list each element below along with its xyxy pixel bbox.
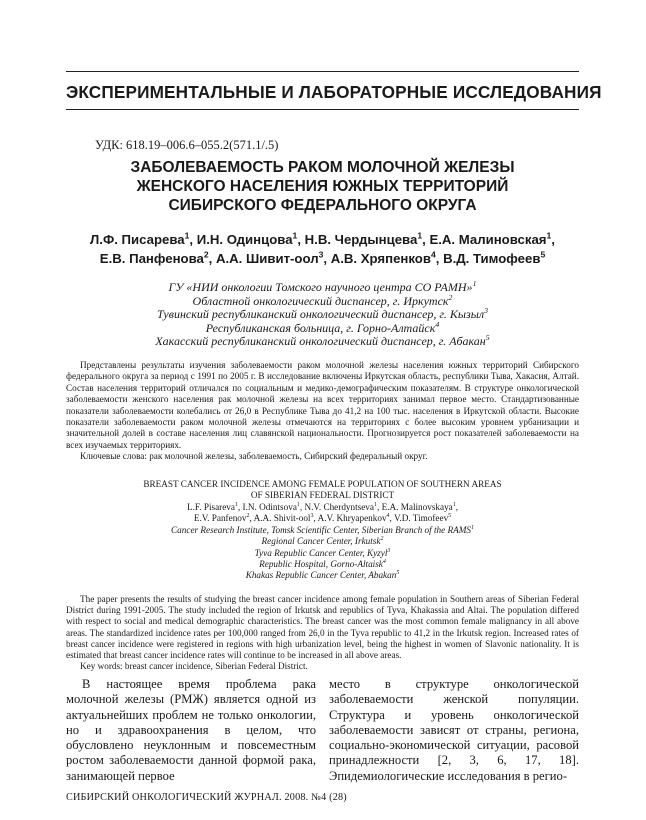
affiliations-ru bbox=[66, 281, 579, 349]
author-name: A.V. Khryapenkov bbox=[317, 513, 387, 523]
body-column-left bbox=[66, 677, 316, 784]
author-affil-mark: 1 bbox=[296, 501, 300, 508]
affiliations-en bbox=[66, 525, 579, 581]
author-name: E.A. Malinovskaya bbox=[381, 502, 453, 512]
affiliation: Республиканская больница, г. Горно-Алтайск$^4$ bbox=[205, 319, 440, 335]
author-affil-mark: 3 bbox=[318, 249, 324, 260]
author-affil-mark: 1 bbox=[292, 230, 298, 241]
affiliation: Regional Cancer Center, Irkutsk$^2$ bbox=[261, 536, 384, 547]
author-name: A.A. Shivit-ool bbox=[253, 513, 311, 523]
english-title bbox=[66, 479, 579, 501]
authors-line: Е.В. Панфенова$^2$, А.А. Шивит-оол$^3$, А.В. Хряпенков$^4$, В.Д. Тимофеев$^5$ bbox=[99, 249, 546, 266]
author-affil-mark: 2 bbox=[246, 512, 250, 519]
affiliation: Khakas Republic Cancer Center, Abakan$^5$ bbox=[245, 570, 400, 581]
keywords-en: Key words: breast cancer incidence, Siberian Federal District. bbox=[80, 661, 308, 672]
udc-code: УДК: 618.19–006.6–055.2(571.1/.5) bbox=[95, 138, 279, 152]
author-name: Е.В. Панфенова bbox=[99, 251, 204, 266]
author-affil-mark: 4 bbox=[386, 512, 390, 519]
abstract-en-text: The paper presents the results of studying the breast cancer incidence among female population in Southern areas of Siberian Federal District during 1991-2005. The study included the region of Irkutsk and republics of Tyva, Khakassia and Altai. The population differed with respect to social and medical demographic characteristics. The breast cancer was the most common female malignancy in all above areas. The standardized incidence rates per 100,000 ranged from 26,0 in the Tyva republic to 41,2 in the Irkutsk region. Increased rates of breast cancer incidence were registered in regions with high urbanization level, being the highest in women of Slavonic nationality. It is estimated that breast cancer incidence rates will continue to be increased in all above areas. bbox=[66, 594, 579, 661]
journal-footer: СИБИРСКИЙ ОНКОЛОГИЧЕСКИЙ ЖУРНАЛ. 2008. №4 (28) bbox=[66, 792, 347, 803]
abstract-ru bbox=[66, 360, 579, 463]
author-name: В.Д. Тимофеев bbox=[443, 251, 541, 266]
author-affil-mark: 5 bbox=[540, 249, 546, 260]
author-name: N.V. Cherdyntseva bbox=[304, 502, 374, 512]
body-paragraph: место в структуре онкологической заболеваемости женской популяции. Структура и уровень онкологической заболеваемости зависят от страны, региона, социально-экономической ситуации, расовой принадлежности [2, 3, 6, 17, 18]. Эпидемиологические исследования в регио- bbox=[329, 677, 579, 783]
author-name: E.V. Panfenov bbox=[193, 513, 247, 523]
author-affil-mark: 1 bbox=[452, 501, 456, 508]
author-name: Л.Ф. Писарева bbox=[90, 232, 185, 247]
affiliation: Cancer Research Institute, Tomsk Scientific Center, Siberian Branch of the RAMS$^1$ bbox=[171, 524, 474, 535]
affiliation: Tyva Republic Cancer Center, Kyzyl$^3$ bbox=[254, 547, 391, 558]
affiliation: Republic Hospital, Gorno-Altaisk$^4$ bbox=[259, 558, 386, 569]
body-paragraph: В настоящее время проблема рака молочной железы (РМЖ) является одной из актуальнейших проблем не только онкологии, но и здравоохранения в целом, что обусловлено неуклонным и повсеместным ростом заболеваемости данной формой рака, занимающей первое bbox=[66, 677, 316, 783]
author-name: L.F. Pisareva bbox=[186, 502, 235, 512]
keywords-ru: Ключевые слова: рак молочной железы, заболеваемость, Сибирский федеральный округ. bbox=[80, 451, 428, 462]
author-name: V.D. Timofeev bbox=[393, 513, 449, 523]
author-affil-mark: 1 bbox=[546, 230, 552, 241]
author-affil-mark: 4 bbox=[430, 249, 436, 260]
abstract-en bbox=[66, 594, 579, 672]
author-name: А.А. Шивит-оол bbox=[215, 251, 319, 266]
english-title-line: BREAST CANCER INCIDENCE AMONG FEMALE POPULATION OF SOUTHERN AREAS bbox=[143, 479, 502, 489]
authors-line: L.F. Pisareva$^1$, I.N. Odintsova$^1$, N.V. Cherdyntseva$^1$, E.A. Malinovskaya$^1$, bbox=[186, 501, 459, 512]
article-title bbox=[66, 158, 579, 215]
authors-line: E.V. Panfenov$^2$, A.A. Shivit-ool$^3$, A.V. Khryapenkov$^4$, V.D. Timofeev$^5$ bbox=[193, 512, 452, 523]
title-line: ЖЕНСКОГО НАСЕЛЕНИЯ ЮЖНЫХ ТЕРРИТОРИЙ bbox=[136, 178, 509, 195]
affiliation: Областной онкологический диспансер, г. Иркутск$^2$ bbox=[192, 292, 453, 308]
author-name: И.Н. Одинцова bbox=[196, 232, 293, 247]
header-rule-top bbox=[66, 71, 579, 72]
author-affil-mark: 1 bbox=[184, 230, 190, 241]
author-affil-mark: 1 bbox=[234, 501, 238, 508]
title-line: СИБИРСКОГО ФЕДЕРАЛЬНОГО ОКРУГА bbox=[168, 197, 477, 214]
affiliation: Тувинский республиканский онкологический диспансер, г. Кызыл$^3$ bbox=[157, 306, 488, 321]
author-affil-mark: 5 bbox=[448, 512, 452, 519]
authors-ru bbox=[66, 230, 579, 268]
affiliation: Хакасский республиканский онкологический диспансер, г. Абакан$^5$ bbox=[155, 333, 490, 348]
author-name: Н.В. Чердынцева bbox=[304, 232, 418, 247]
section-header: ЭКСПЕРИМЕНТАЛЬНЫЕ И ЛАБОРАТОРНЫЕ ИССЛЕДОВАНИЯ bbox=[66, 82, 602, 102]
author-affil-mark: 2 bbox=[203, 249, 209, 260]
author-name: I.N. Odintsova bbox=[242, 502, 297, 512]
english-title-line: OF SIBERIAN FEDERAL DISTRICT bbox=[250, 490, 395, 500]
author-name: Е.А. Малиновская bbox=[429, 232, 547, 247]
author-affil-mark: 1 bbox=[373, 501, 377, 508]
author-name: А.В. Хряпенков bbox=[330, 251, 431, 266]
authors-line: Л.Ф. Писарева$^1$, И.Н. Одинцова$^1$, Н.В. Чердынцева$^1$, Е.А. Малиновская$^1$, bbox=[90, 230, 555, 247]
title-line: ЗАБОЛЕВАЕМОСТЬ РАКОМ МОЛОЧНОЙ ЖЕЛЕЗЫ bbox=[130, 159, 515, 176]
author-affil-mark: 3 bbox=[310, 512, 314, 519]
header-rule-bottom bbox=[66, 109, 579, 110]
authors-en bbox=[66, 502, 579, 524]
author-affil-mark: 1 bbox=[417, 230, 423, 241]
abstract-ru-text: Представлены результаты изучения заболеваемости раком молочной железы населения южных территорий Сибирского федерального округа за период с 1991 по 2005 г. В исследование включены Иркутская область, республики Тыва, Хакасия, Алтай. Состав населения территорий отличался по социальным и медико-демографическим показателям. В структуре онкологической заболеваемости женского населения рак молочной железы на всех территориях занимал первое место. Стандартизованные показатели заболеваемости колебались от 26,0 в Республике Тыва до 41,2 на 100 тыс. населения в Иркутской области. Высокие показатели заболеваемости раком молочной железы отмечаются на территориях с более высоким уровнем урбанизации и значительной долей в составе населения лиц славянской национальности. Прогнозируется рост показателей заболеваемости на всех изучаемых территориях. bbox=[66, 360, 579, 450]
affiliation: ГУ «НИИ онкологии Томского научного центра СО РАМН»$^1$ bbox=[168, 279, 477, 294]
body-column-right bbox=[329, 677, 579, 784]
